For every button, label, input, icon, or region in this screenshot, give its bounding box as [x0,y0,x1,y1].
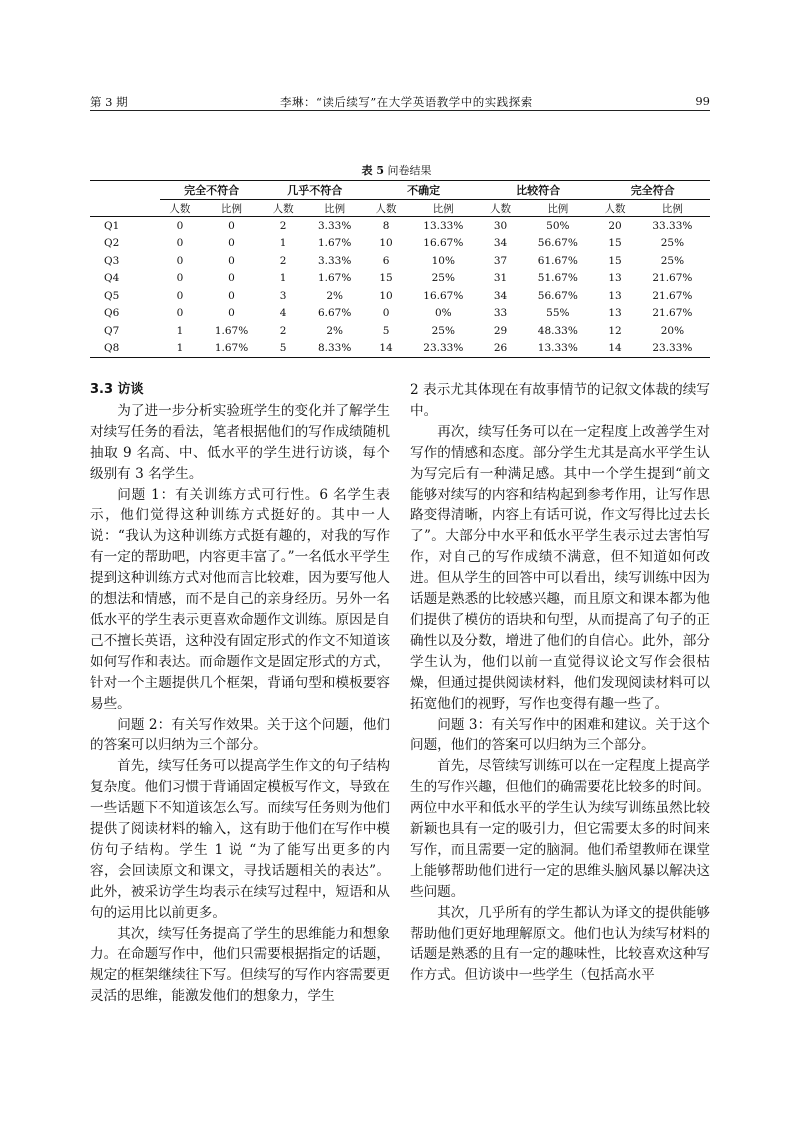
table-cell: 2 [279,219,287,232]
table-cell: 1 [176,324,184,337]
table-cell: 15 [608,237,622,250]
table-cell: 2 [279,324,287,337]
table-cell: 0 [176,254,184,267]
table-caption [0,162,793,178]
table-cell: 30 [493,219,508,232]
body-paragraph: 问题 2：有关写作效果。关于这个问题，他们的答案可以归纳为三个部分。 [90,716,390,754]
table-cell: 55% [546,307,570,320]
table-group-header-row [90,181,710,200]
continued-paragraph: 2 表示尤其体现在有故事情节的记叙文体裁的续写中。 [410,382,710,419]
body-paragraph: 问题 1：有关训练方式可行性。6 名学生表示，他们觉得这种训练方式挺好的。其中一人说：“我认为这种训练方式挺有趣的，对我的写作有一定的帮助吧，内容更丰富了。”一名低水平学生提到这种训练方式对他而言比较难，因为要写他人的想法和情感，而不是自己的亲身经历。另外一名低水平的学生表示更喜欢命题作文训练。原因是自己不擅长英语，这种没有固定形式的作文不知道该如何写作和表达。而命题作文是固定形式的方式，针对一个主题提供几个框架，背诵句型和模板要容易些。 [90,486,390,712]
table-cell: 61.67% [537,254,578,267]
table-cell: 0 [228,237,235,250]
table-cell: 50% [546,219,570,232]
table-sub-header: 人数 [490,202,512,215]
left-paragraphs [90,401,390,1007]
table-cell: 13.33% [423,219,464,232]
table-group-header: 完全符合 [595,181,710,200]
table-cell: 56.67% [537,289,578,302]
question-label: Q3 [104,254,120,267]
table-cell: 29 [493,324,508,337]
running-title: 李琳：“读后续写”在大学英语教学中的实践探索 [280,95,533,109]
table-corner-cell [90,181,160,200]
table-cell: 0 [228,307,235,320]
table-cell: 3 [279,289,287,302]
table-cell: 0 [228,219,235,232]
table-cell: 10% [431,254,455,267]
table-sub-header-row [90,200,710,217]
table-group-header: 完全不符合 [160,181,263,200]
page-number: 99 [695,94,710,108]
table-cell: 34 [493,289,508,302]
body-paragraph: 首先，续写任务可以提高学生作文的句子结构复杂度。他们习惯于背诵固定模板写作文，导致在一些话题下不知道该怎么写。而续写任务则为他们提供了阅读材料的输入，这有助于他们在写作中模仿句子结构。学生 1 说 “为了能写出更多的内容，会回读原文和课文，寻找话题相关的表达”。此外，被采访学生均表示在续写过程中，短语和从句的运用比以前更多。 [90,758,390,921]
table-cell: 23.33% [423,342,464,355]
table-cell: 1.67% [214,324,249,337]
table-cell: 4 [279,307,287,320]
table-cell: 16.67% [423,289,464,302]
section-heading: 3.3 访谈 [90,382,144,397]
table-cell: 13 [608,307,622,320]
table-cell: 51.67% [537,272,578,285]
right-column [410,380,710,986]
table-cell: 48.33% [537,324,578,337]
table-cell: 20% [660,324,685,337]
body-paragraph: 其次，几乎所有的学生都认为译文的提供能够帮助他们更好地理解原文。他们也认为续写材料的话题是熟悉的且有一定的趣味性，比较喜欢这种写作方式。但访谈中一些学生（包括高水平 [410,904,710,984]
table-row [90,322,710,340]
table-cell: 16.67% [423,237,464,250]
table-cell: 15 [608,254,622,267]
table-row [90,217,710,235]
table-cell: 1.67% [317,272,352,285]
table-cell: 25% [660,254,685,267]
table-cell: 1 [279,272,287,285]
table-cell: 8 [382,219,390,232]
table-cell: 25% [660,237,685,250]
body-paragraph: 首先，尽管续写训练可以在一定程度上提高学生的写作兴趣，但他们的确需要花比较多的时间。两位中水平和低水平的学生认为续写训练虽然比较新颖也具有一定的吸引力，但它需要太多的时间来写作，而且需要一定的脑洞。他们希望教师在课堂上能够帮助他们进行一定的思维头脑风暴以解决这些问题。 [410,758,710,900]
table-cell: 13 [608,289,622,302]
table-cell: 1.67% [214,342,249,355]
table-corner-cell [90,200,160,217]
question-label: Q5 [104,289,120,302]
table-sub-header: 人数 [604,202,626,215]
table-cell: 21.67% [652,307,693,320]
table-cell: 0 [176,307,184,320]
table-cell: 0 [228,254,235,267]
table-cell: 31 [493,272,508,285]
table-cell: 10 [379,289,393,302]
table-group-header: 比较符合 [481,181,596,200]
table-cell: 56.67% [537,237,578,250]
table-sub-header: 人数 [375,202,397,215]
table-sub-header: 比例 [661,202,683,215]
table-cell: 20 [608,219,622,232]
right-paragraphs [410,422,710,986]
table-cell: 5 [279,342,287,355]
table-caption-text: 问卷结果 [387,164,432,177]
table-caption-label: 表 5 [361,164,384,177]
table-cell: 12 [608,324,622,337]
issue-number: 第 3 期 [90,95,128,109]
left-column [90,380,390,1007]
question-label: Q2 [104,237,120,250]
table-cell: 1 [176,342,184,355]
table-cell: 6 [382,254,390,267]
body-paragraph: 为了进一步分析实验班学生的变化并了解学生对续写任务的看法，笔者根据他们的写作成绩随机抽取 9 名高、中、低水平的学生进行访谈，每个级别有 3 名学生。 [90,402,390,482]
table-row [90,305,710,323]
table-cell: 34 [493,237,508,250]
table-cell: 33.33% [652,219,693,232]
question-label: Q7 [104,324,120,337]
table-cell: 14 [608,342,622,355]
running-header [90,92,710,111]
table-sub-header: 比例 [547,202,569,215]
table-cell: 10 [379,237,393,250]
table-row [90,270,710,288]
table-sub-header: 比例 [432,202,454,215]
table-sub-header: 人数 [272,202,294,215]
table-cell: 2 [279,254,287,267]
table-row [90,252,710,270]
table-cell: 13 [608,272,622,285]
table-cell: 23.33% [652,342,693,355]
table-row [90,340,710,358]
table-sub-header: 比例 [324,202,346,215]
table-cell: 3.33% [317,219,352,232]
table-cell: 13.33% [537,342,578,355]
table-cell: 0 [176,289,184,302]
table-group-header: 几乎不符合 [263,181,366,200]
table-cell: 6.67% [317,307,352,320]
table-cell: 8.33% [317,342,352,355]
question-label: Q6 [104,307,120,320]
table-row [90,287,710,305]
table-cell: 0 [176,237,184,250]
table-cell: 0 [176,219,184,232]
table-cell: 0 [228,272,235,285]
table-cell: 1 [279,237,287,250]
table-cell: 0% [434,307,452,320]
table-cell: 3.33% [317,254,352,267]
question-label: Q1 [104,219,120,232]
question-label: Q4 [104,272,120,285]
table-cell: 2% [326,289,343,302]
table-cell: 14 [379,342,393,355]
table-cell: 0 [228,289,235,302]
table-sub-header: 比例 [221,202,242,215]
table-cell: 2% [326,324,343,337]
table-cell: 33 [493,307,508,320]
question-label: Q8 [104,342,120,355]
table-cell: 25% [431,272,455,285]
body-paragraph: 问题 3：有关写作中的困难和建议。关于这个问题，他们的答案可以归纳为三个部分。 [410,716,710,754]
table-sub-header: 人数 [169,202,191,215]
table-cell: 37 [493,254,508,267]
table-cell: 25% [431,324,455,337]
results-table [90,180,710,358]
table-cell: 0 [382,307,390,320]
body-paragraph: 其次，续写任务提高了学生的思维能力和想象力。在命题写作中，他们只需要根据指定的话题，规定的框架继续往下写。但续写的写作内容需要更灵活的思维，能激发他们的想象力，学生 [90,925,390,1005]
table-group-header: 不确定 [366,181,481,200]
table-cell: 21.67% [652,289,693,302]
table-cell: 26 [493,342,508,355]
table-cell: 1.67% [317,237,352,250]
body-paragraph: 再次，续写任务可以在一定程度上改善学生对写作的情感和态度。部分学生尤其是高水平学生认为写完后有一种满足感。其中一个学生提到“前文能够对续写的内容和结构起到参考作用，让写作思路变得清晰，内容上有话可说，作文写得比过去长了”。大部分中水平和低水平学生表示过去害怕写作，对自己的写作成绩不满意，但不知道如何改进。但从学生的回答中可以看出，续写训练中因为话题是熟悉的比较感兴趣，而且原文和课本都为他们提供了模仿的语块和句型，从而提高了句子的正确性以及分数，增进了他们的自信心。此外，部分学生认为，他们以前一直觉得议论文写作会很枯燥，但通过提供阅读材料，他们发现阅读材料可以拓宽他们的视野，写作也变得有趣一些了。 [410,423,710,712]
table-cell: 15 [379,272,393,285]
table-cell: 5 [382,324,390,337]
table-row [90,235,710,253]
table-cell: 21.67% [652,272,693,285]
table-cell: 0 [176,272,184,285]
table-body [90,217,710,358]
